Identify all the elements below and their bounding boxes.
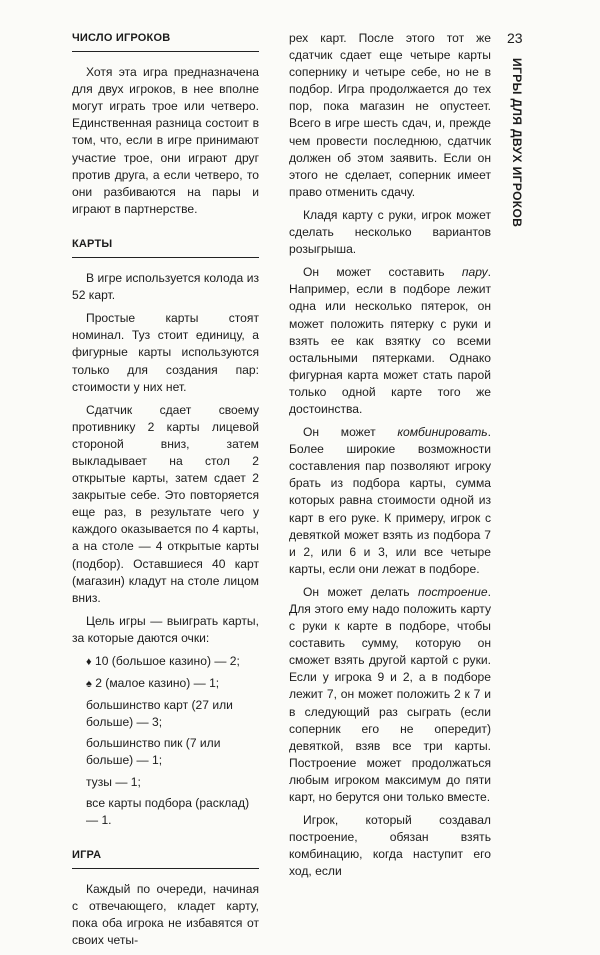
term-build: построение (417, 584, 488, 599)
score-item: все карты подбора (расклад) — 1. (86, 795, 250, 827)
score-item (86, 653, 259, 671)
right-column (289, 30, 491, 887)
paragraph: Простые карты стоят номинал. Туз стоит единицу, а фигурные карты используются только для создания пар: стоимости у них нет. (72, 311, 259, 394)
paragraph: Сдатчик сдает своему противнику 2 карты лицевой стороной вниз, затем выкладывает на стол 2 открытые карты, затем сдает 2 закрытые себе. Это повторяется еще раз, в результате чего у каждого оказывается по 4 карты, а на столе — 4 открытые карты (подбор). Оставшиеся 40 карт (магазин) кладут на столе лицом вниз. (72, 402, 259, 605)
score-text: 2 (малое казино) — 1; (95, 676, 220, 691)
paragraph: Он может комбинировать. Более широкие возможности составления пар позволяют игроку брать из подбора карты, сумма которых равна стоимости одной из карт в его руке. К примеру, игрок с девяткой может взять из подбора 7 и 2, или 6 и 3, или все четыре карты, если они лежат в подборе. (289, 425, 491, 576)
score-item (86, 675, 259, 693)
spade-suit-icon: ♠ (86, 678, 92, 691)
page-number: 23 (507, 30, 523, 46)
running-title: ИГРЫ ДЛЯ ДВУХ ИГРОКОВ (510, 58, 524, 228)
score-item: большинство карт (27 или больше) — 3; (86, 698, 233, 730)
paragraph: Кладя карту с руки, игрок может сделать несколько вариантов розыгрыша. (289, 207, 491, 257)
section-heading-players: ЧИСЛО ИГРОКОВ (72, 30, 259, 52)
paragraph: Игрок, который создавал построение, обязан взять комбинацию, когда наступит его ход, если (289, 813, 491, 879)
score-item: тузы — 1; (86, 774, 141, 789)
paragraph: рех карт. После этого тот же сдатчик сдает еще четыре карты сопернику и четыре себе, но не в подбор. Игра продолжается до тех пор, пока магазин не опустеет. Всего в игре шесть сдач, и, прежде чем провести последнюю, сдатчик должен об этом заявить. Если он этого не сделает, соперник имеет право отменить сдачу. (289, 31, 491, 199)
paragraph: Хотя эта игра предназначена для двух игроков, в нее вполне могут играть трое или четверо. Единственная разница состоит в том, что, если в игре принимают участие трое, они играют друг против друга, а если четверо, то они разбиваются на пары и играют в партнерстве. (72, 65, 259, 216)
left-column (72, 30, 259, 955)
paragraph: Цель игры — выиграть карты, за которые даются очки: (72, 613, 259, 645)
paragraph: Он может составить пару. Например, если в подборе лежит одна или несколько пятерок, он может положить пятерку с руки и взять ее как взятку со всеми остальными пятерками. Однако фигурная карта может стать парой только одной карте того же достоинства. (289, 265, 491, 416)
term-pair: пару (461, 265, 488, 280)
diamond-suit-icon: ♦ (86, 656, 92, 668)
paragraph: Он может делать построение. Для этого ему надо положить карту с руки к карте в подборе, чтобы составить сумму, которую он сможет взять другой картой с руки. Если у игрока 9 и 2, а в подборе лежит 7, он может положить 2 к 7 и в следующий раз сыграть (если соперник его не опередит) девяткой, взяв все три карты. Построение может продолжаться любым игроком максимум до пяти карт, но берутся они только вместе. (289, 584, 491, 805)
section-heading-cards: КАРТЫ (72, 236, 259, 258)
score-text: 10 (большое казино) — 2; (95, 654, 240, 668)
term-combine: комбинировать (397, 425, 488, 440)
score-item: большинство пик (7 или больше) — 1; (86, 736, 221, 768)
section-heading-game: ИГРА (72, 847, 259, 869)
paragraph: Каждый по очереди, начиная с отвечающего, кладет карту, пока оба игрока не избавятся от своих четы- (72, 881, 259, 948)
paragraph: В игре используется колода из 52 карт. (72, 271, 259, 303)
